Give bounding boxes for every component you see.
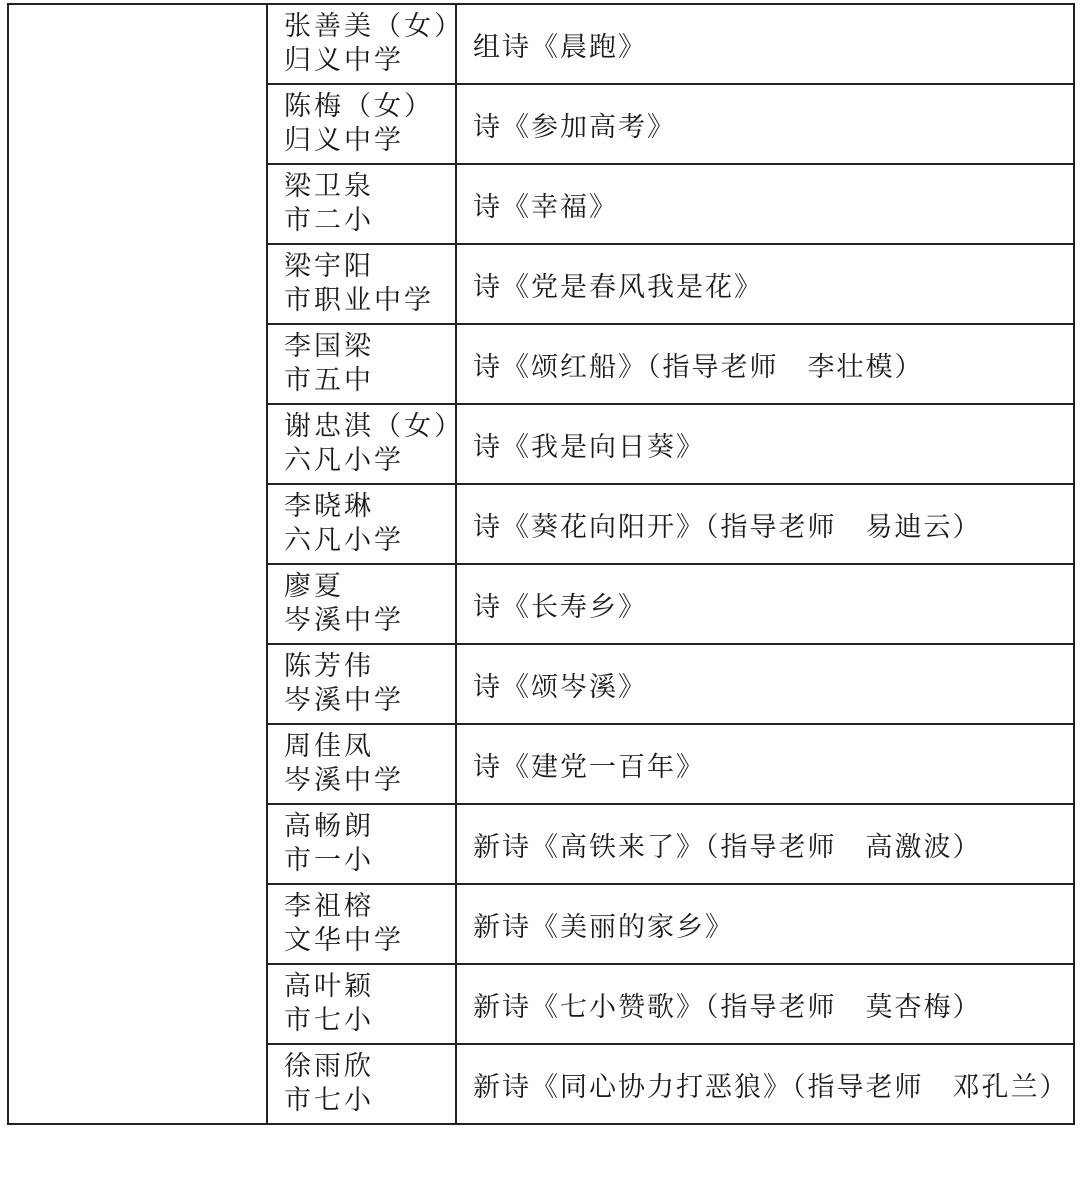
work-title: 诗《建党一百年》 (456, 724, 1074, 804)
author-school: 岑溪中学 (284, 765, 404, 796)
author-name: 周佳凤 (284, 731, 374, 762)
author-school: 岑溪中学 (284, 685, 404, 716)
work-title: 新诗《高铁来了》（指导老师 高激波） (456, 804, 1074, 884)
table-row (8, 4, 1074, 84)
author-name: 徐雨欣 (284, 1051, 374, 1082)
work-title: 诗《党是春风我是花》 (456, 244, 1074, 324)
work-title: 诗《葵花向阳开》（指导老师 易迪云） (456, 484, 1074, 564)
table-body (8, 4, 1074, 1124)
author-name: 梁卫泉 (284, 171, 374, 202)
author-school: 归义中学 (284, 125, 404, 156)
author-school: 市七小 (284, 1085, 374, 1116)
author-cell (267, 964, 456, 1044)
work-title: 诗《我是向日葵》 (456, 404, 1074, 484)
author-name: 李国梁 (284, 331, 374, 362)
author-cell (267, 244, 456, 324)
award-table (7, 3, 1075, 1125)
author-cell (267, 484, 456, 564)
author-school: 市五中 (284, 365, 374, 396)
author-cell (267, 1044, 456, 1124)
author-name: 廖夏 (284, 571, 344, 602)
work-title: 新诗《美丽的家乡》 (456, 884, 1074, 964)
author-name: 李晓琳 (284, 491, 374, 522)
author-cell (267, 84, 456, 164)
category-cell (8, 4, 267, 1124)
author-name: 张善美（女） (284, 11, 464, 42)
work-title: 诗《颂岑溪》 (456, 644, 1074, 724)
work-title: 新诗《七小赞歌》（指导老师 莫杏梅） (456, 964, 1074, 1044)
work-title: 新诗《同心协力打恶狼》（指导老师 邓孔兰） (456, 1044, 1074, 1124)
author-name: 陈梅（女） (284, 91, 434, 122)
author-cell (267, 724, 456, 804)
author-name: 高叶颖 (284, 971, 374, 1002)
work-title: 组诗《晨跑》 (456, 4, 1074, 84)
author-school: 市二小 (284, 205, 374, 236)
author-cell (267, 884, 456, 964)
author-name: 梁宇阳 (284, 251, 374, 282)
author-cell (267, 404, 464, 484)
author-school: 文华中学 (284, 925, 404, 956)
author-school: 市一小 (284, 845, 374, 876)
author-name: 谢忠淇（女） (284, 411, 464, 442)
author-school: 归义中学 (284, 45, 404, 76)
author-name: 陈芳伟 (284, 651, 374, 682)
author-cell (267, 564, 456, 644)
author-cell (267, 324, 456, 404)
work-title: 诗《颂红船》（指导老师 李壮模） (456, 324, 1074, 404)
author-cell (267, 644, 456, 724)
author-school: 六凡小学 (284, 445, 404, 476)
work-title: 诗《幸福》 (456, 164, 1074, 244)
author-cell (267, 804, 456, 884)
author-cell (267, 4, 464, 84)
author-name: 高畅朗 (284, 811, 374, 842)
work-title: 诗《长寿乡》 (456, 564, 1074, 644)
author-school: 六凡小学 (284, 525, 404, 556)
author-cell (267, 164, 456, 244)
author-school: 市七小 (284, 1005, 374, 1036)
author-school: 岑溪中学 (284, 605, 404, 636)
work-title: 诗《参加高考》 (456, 84, 1074, 164)
author-name: 李祖榕 (284, 891, 374, 922)
author-school: 市职业中学 (284, 285, 434, 316)
